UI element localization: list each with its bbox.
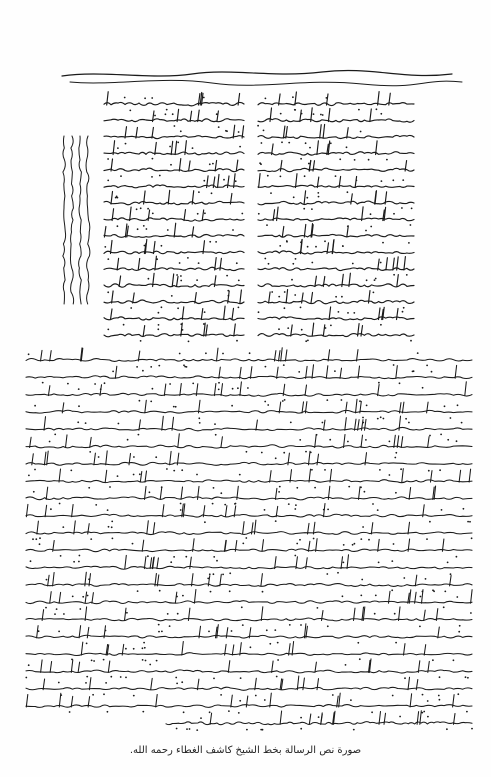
handwritten-manuscript-image — [22, 56, 476, 736]
manuscript-margin-notes — [63, 136, 90, 304]
manuscript-prose-block — [25, 348, 473, 731]
image-caption: صورة نص الرسالة بخط الشيخ كاشف الغطاء رحمه الله. — [129, 745, 362, 756]
manuscript-poem-left-column — [104, 92, 244, 343]
manuscript-poem-right-column — [257, 92, 414, 343]
manuscript-header-line — [62, 70, 462, 85]
